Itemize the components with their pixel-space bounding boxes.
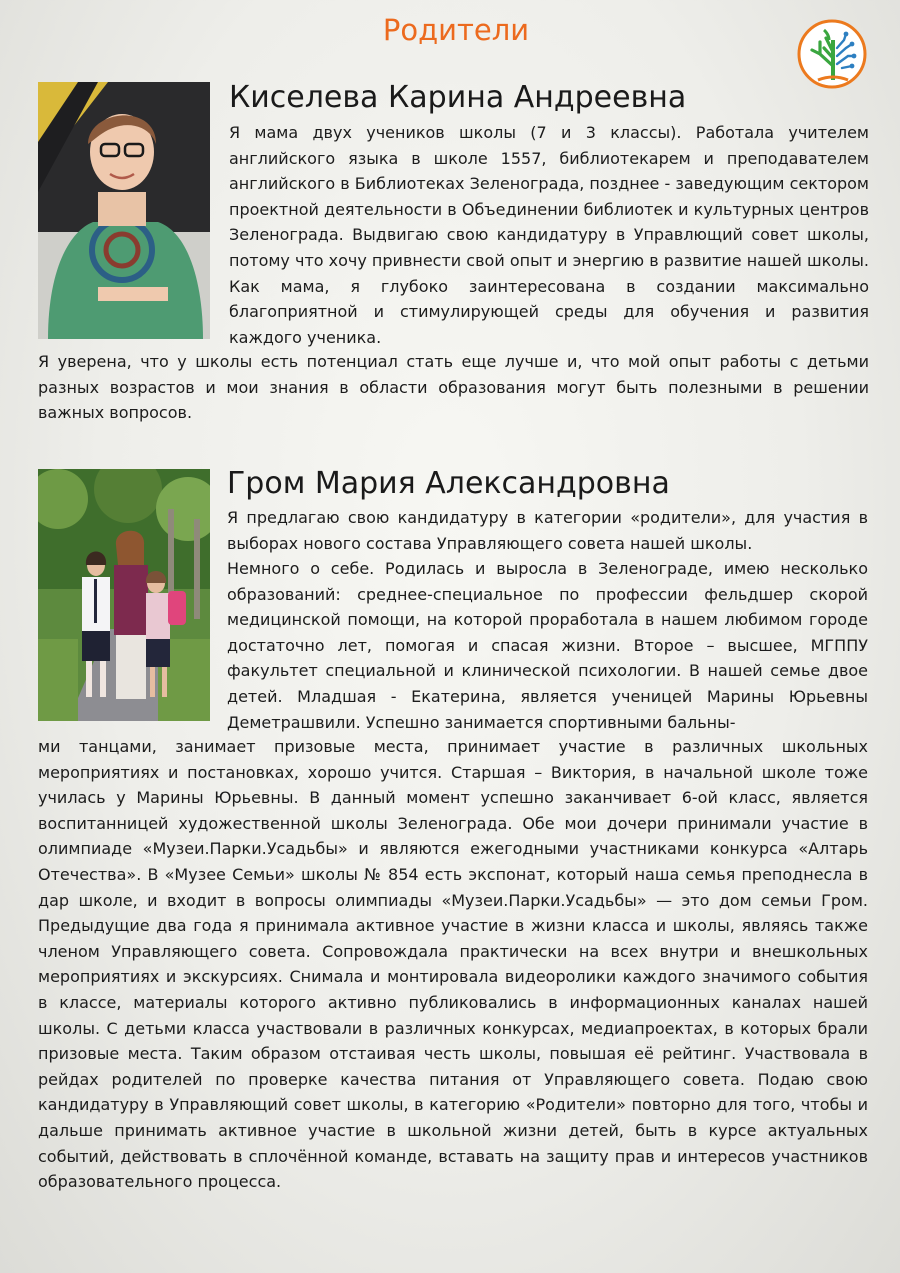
candidate-bio-paragraph: ми танцами, занимает призовые места, принимает участие в различных школьных мероприятиях и постановках, хорошо учится. Старшая – Виктория, в начальной школе тоже училась у Марины Юрьевны. В данный момент успешно заканчивает 6-ой класс, является воспитанницей художественной школы Зеленограда. Обе мои дочери принимали участие в олимпиаде «Музеи.Парки.Усадьбы» и являются ежегодными участниками конкурса «Алтарь Отечества». В «Музее Семьи» школы № 854 есть экспонат, который наша семья преподнесла в дар школе, и входит в вопросы олимпиады «Музеи.Парки.Усадьбы» — это дом семьи Гром. Предыдущие два года я принимала активное участие в жизни класса и школы, являясь также членом Управляющего совета. Сопровождала практически на всех внутри и внешкольных мероприятиях и экскурсиях. Снимала и монтировала видеоролики каждого значимого события в классе, материалы которого активно публиковались в информационных каналах нашей школы. С детьми класса участвовали в различных конкурсах, медиапроектах, в которых брали призовые места. Таким образом отстаивая честь школы, повышая её рейтинг. Участвовала в рейдах родителей по проверке качества питания от Управляющего совета. Подаю свою кандидатуру в Управляющий совет школы, в категорию «Родители» повторно для того, чтобы и дальше принимать активное участие в школьной жизни детей, быть в курсе актуальных событий, действовать в сплочённой команде, вставать на защиту прав и интересов участников образовательного процесса. bbox=[38, 737, 868, 1192]
candidate-bio-paragraph: Я предлагаю свою кандидатуру в категории «родители», для участия в выборах нового состава Управляющего совета нашей школы. bbox=[227, 508, 868, 553]
page-title: Родители bbox=[382, 13, 530, 47]
candidate-bio-paragraph: Я мама двух учеников школы (7 и 3 классы). Работала учителем английского языка в школе 1557, библиотекарем и преподавателем английского в Библиотеках Зеленограда, позднее - заведующим сектором проектной деятельности в Объединении библиотек и культурных центров Зеленограда. Выдвигаю свою кандидатуру в Управлющий совет школы, потому что хочу привнести свой опыт и энергию в развитие нашей школы. Как мама, я глубоко заинтересована в создании максимально благоприятной и стимулирующей среды для обучения и развития каждого ученика. bbox=[229, 123, 869, 347]
candidate-bio-paragraph: Я уверена, что у школы есть потенциал стать еще лучше и, что мой опыт работы с детьми разных возрастов и мои знания в области образования могут быть полезными в решении важных вопросов. bbox=[38, 352, 869, 423]
candidate-name: Гром Мария Александровна bbox=[227, 466, 670, 501]
candidate-photo bbox=[38, 469, 210, 721]
candidate-photo bbox=[38, 82, 210, 339]
candidate-bio-paragraph: Немного о себе. Родилась и выросла в Зеленограде, имею несколько образований: среднее-специальное по профессии фельдшер скорой медицинской помощи, на которой проработала в нашем любимом городе достаточно лет, помогая и спасая жизни. Второе – высшее, МГППУ факультет специальной и клинической психологии. В нашей семье двое детей. Младшая - Екатерина, является ученицей Марины Юрьевны Деметрашвили. Успешно занимается спортивными бальны- bbox=[227, 559, 868, 732]
candidate-name: Киселева Карина Андреевна bbox=[229, 80, 687, 115]
school-tree-logo-icon bbox=[796, 18, 868, 90]
